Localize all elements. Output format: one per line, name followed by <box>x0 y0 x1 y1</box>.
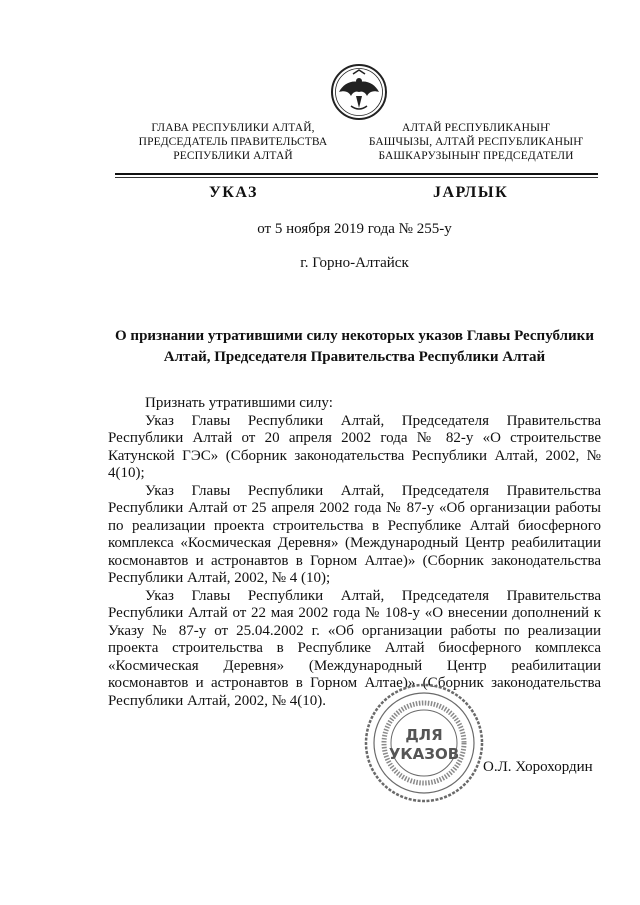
header-divider-thin <box>115 177 598 178</box>
round-seal-icon <box>363 682 485 804</box>
stamp-text-line1: ДЛЯ <box>405 726 443 744</box>
issuer-line: РЕСПУБЛИКИ АЛТАЙ <box>173 150 293 162</box>
body-paragraph: Признать утратившими силу: <box>145 395 333 411</box>
coat-of-arms-icon <box>329 62 389 122</box>
body-paragraph: Указ Главы Республики Алтай, Председателя Правительства Республики Алтай от 22 мая 2002 года № 108-у «О внесении дополнений к Указу № 87-у от 25.04.2002 г. «Об организации работы по реализации проекта строительства в Республике Алтай биосферного комплекса «Космическая Деревня» (Международный Центр реабилитации космонавтов и астронавтов в Горном Алтае)» (Сборник законодательства Республики Алтай, 2002, № 4(10). <box>108 587 601 709</box>
doc-type-altai: ЈАРЛЫК <box>433 184 509 201</box>
header-divider <box>115 173 598 175</box>
decree-date-number: от 5 ноября 2019 года № 255-у <box>257 221 452 237</box>
decree-body <box>108 395 601 710</box>
doc-type-russian: УКАЗ <box>209 184 258 201</box>
body-paragraph: Указ Главы Республики Алтай, Председателя Правительства Республики Алтай от 20 апреля 2002 года № 82-у «О строительстве Катунской ГЭС» (Сборник законодательства Республики Алтай, 2002, № 4(10); <box>108 412 601 481</box>
decree-title: О признании утратившими силу некоторых указов Главы Республики Алтай, Председателя Правительства Республики Алтай <box>115 328 594 365</box>
city-name: г. Горно-Алтайск <box>300 255 409 271</box>
issuer-line: БАШКАРУЗЫНЫҤ ПРЕДСЕДАТЕЛИ <box>378 150 574 162</box>
issuer-line: АЛТАЙ РЕСПУБЛИКАНЫҤ <box>402 122 550 134</box>
issuer-line: БАШЧЫЗЫ, АЛТАЙ РЕСПУБЛИКАНЫҤ <box>368 136 584 148</box>
issuer-name-altai <box>356 121 596 163</box>
signer-name: О.Л. Хорохордин <box>483 759 593 775</box>
issuer-line: ГЛАВА РЕСПУБЛИКИ АЛТАЙ, <box>151 122 315 134</box>
issuer-line: ПРЕДСЕДАТЕЛЬ ПРАВИТЕЛЬСТВА <box>138 136 328 148</box>
issuer-name-russian <box>118 121 348 163</box>
body-paragraph: Указ Главы Республики Алтай, Председателя Правительства Республики Алтай от 25 апреля 2002 года № 87-у «Об организации работы по реализации проекта строительства в Республике Алтай биосферного комплекса «Космическая Деревня» (Международный Центр реабилитации космонавтов и астронавтов в Горном Алтае)» (Сборник законодательства Республики Алтай, 2002, № 4 (10); <box>108 482 601 586</box>
stamp-text-line2: УКАЗОВ <box>388 745 460 763</box>
